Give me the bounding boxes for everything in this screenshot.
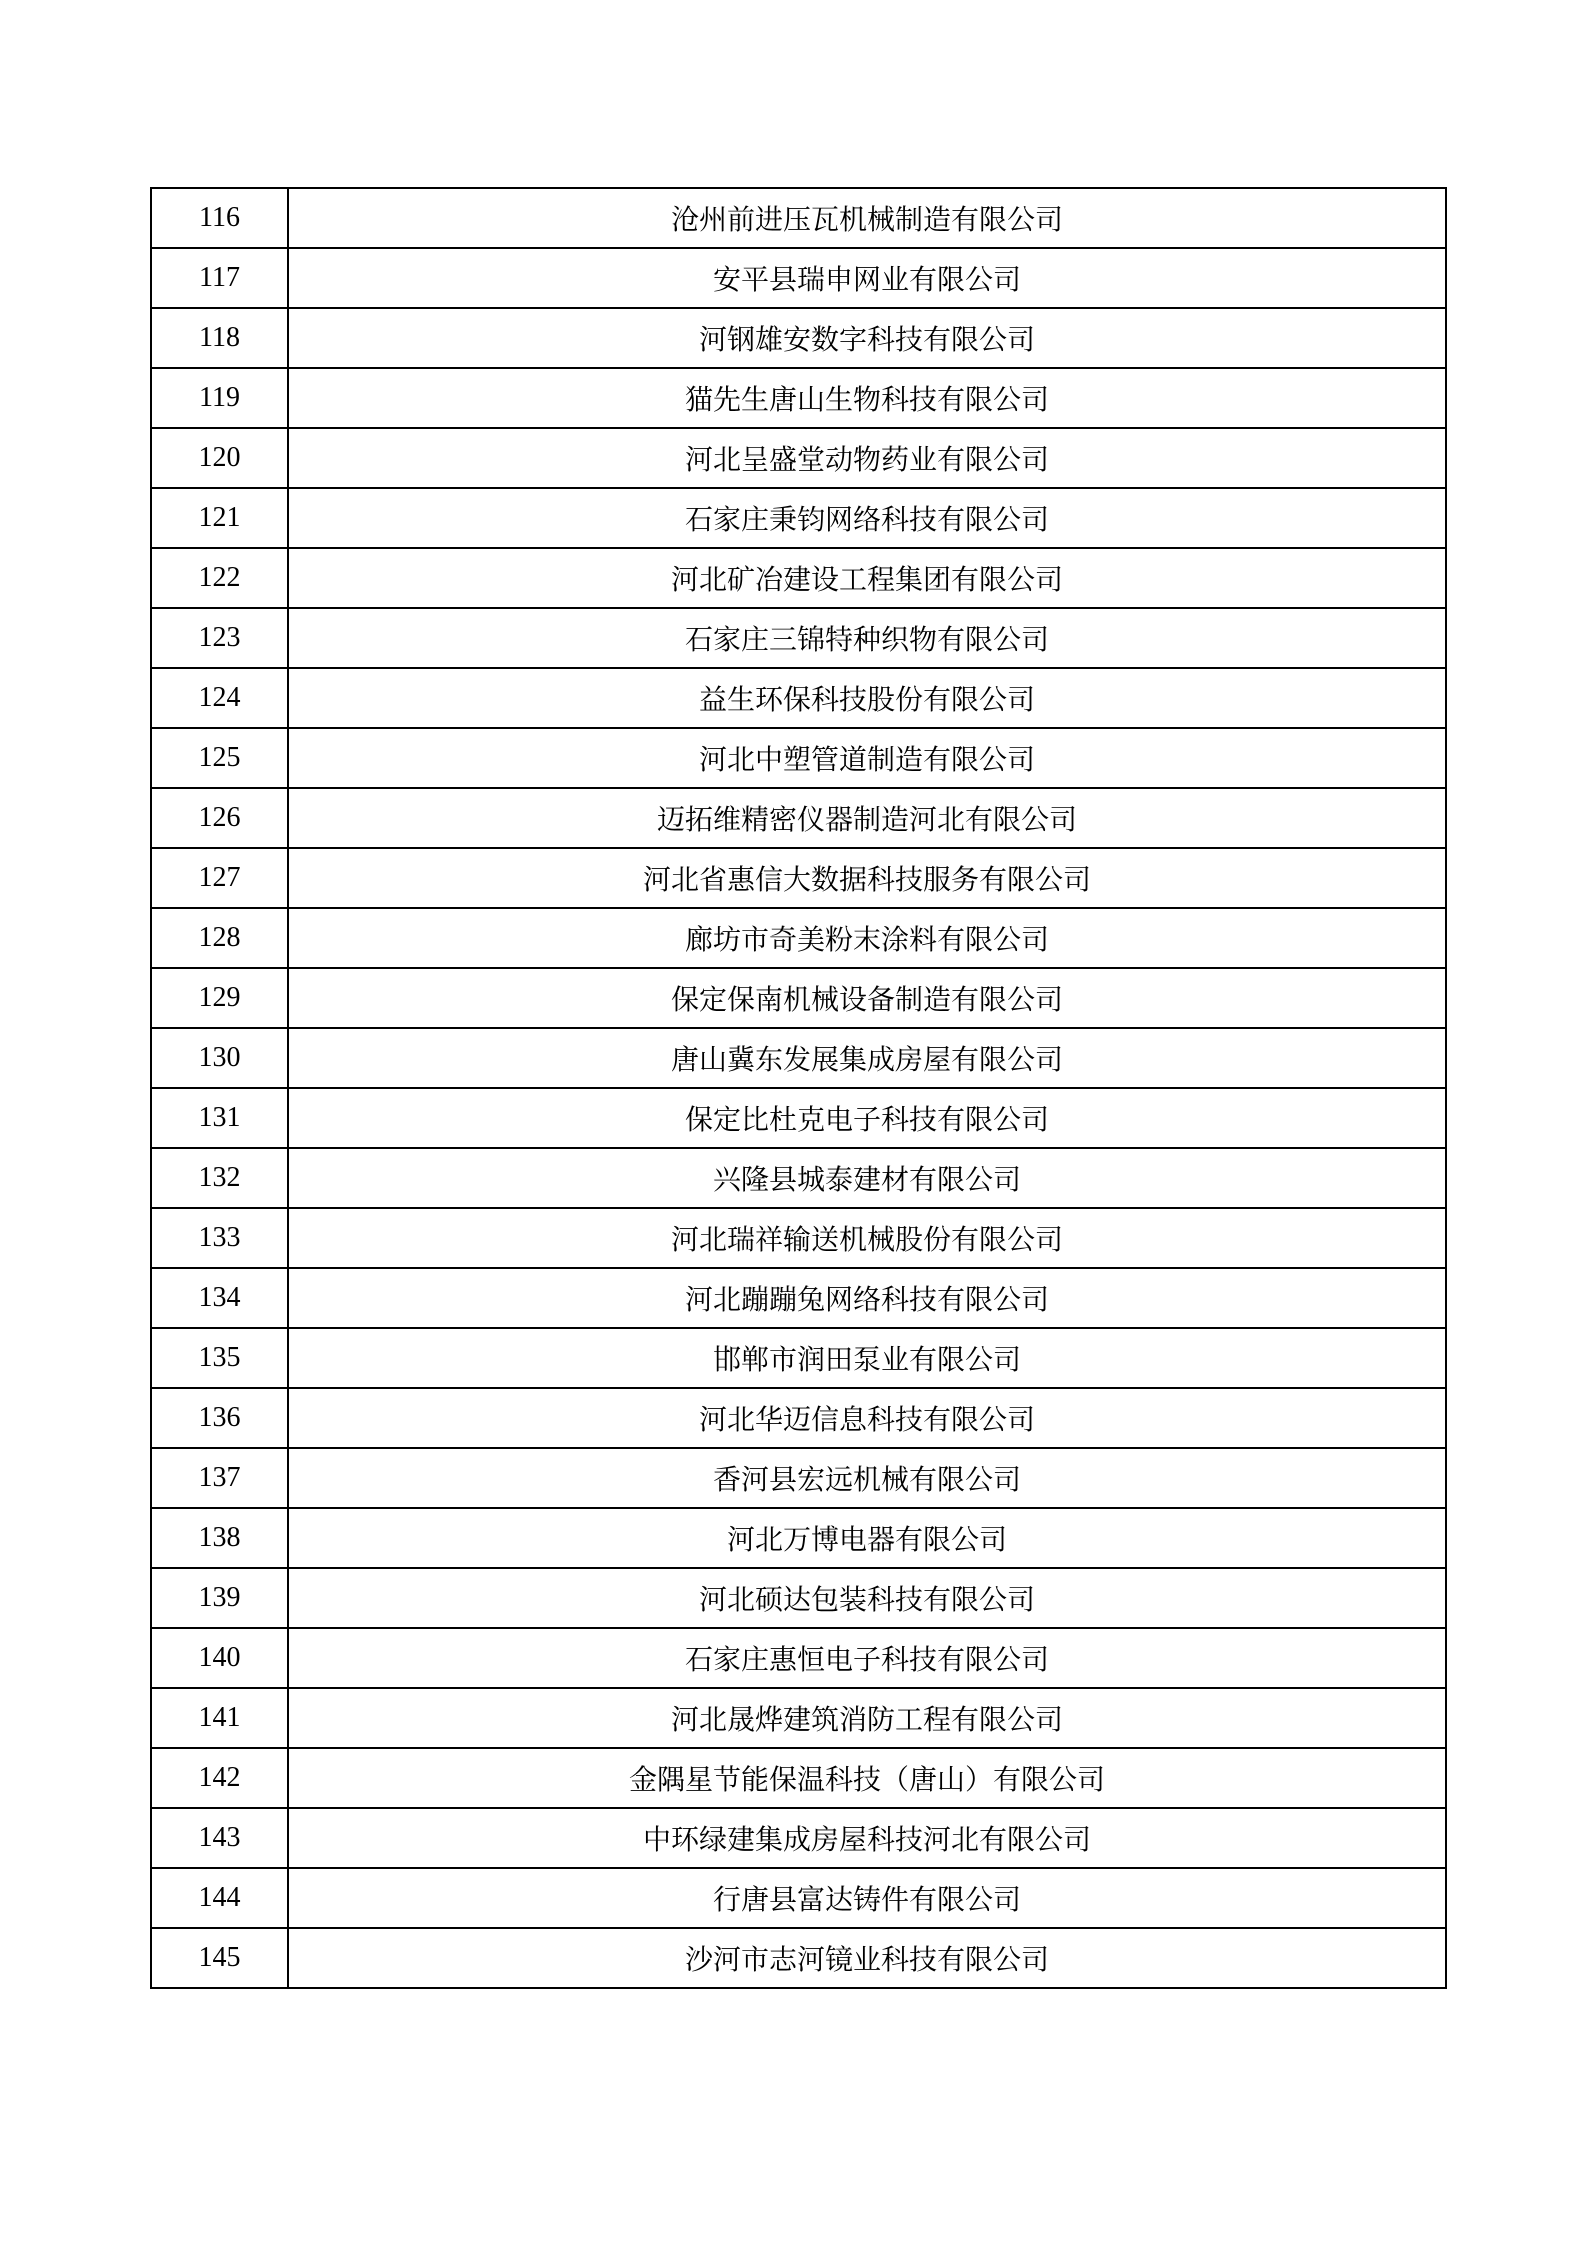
company-name: 香河县宏远机械有限公司 [288,1448,1446,1508]
table-row [151,788,1446,848]
row-number: 143 [151,1808,288,1868]
company-name: 河北华迈信息科技有限公司 [288,1388,1446,1448]
company-name: 河北矿冶建设工程集团有限公司 [288,548,1446,608]
table-row [151,548,1446,608]
company-name: 石家庄秉钧网络科技有限公司 [288,488,1446,548]
row-number: 142 [151,1748,288,1808]
table-row [151,1328,1446,1388]
company-name: 邯郸市润田泵业有限公司 [288,1328,1446,1388]
table-row [151,668,1446,728]
table-row [151,1808,1446,1868]
company-name: 河北蹦蹦兔网络科技有限公司 [288,1268,1446,1328]
table-row [151,1868,1446,1928]
company-name: 唐山冀东发展集成房屋有限公司 [288,1028,1446,1088]
row-number: 139 [151,1568,288,1628]
company-name: 兴隆县城泰建材有限公司 [288,1148,1446,1208]
table-row [151,428,1446,488]
table-row [151,848,1446,908]
row-number: 141 [151,1688,288,1748]
table-row [151,1688,1446,1748]
company-name: 沙河市志河镜业科技有限公司 [288,1928,1446,1988]
table-row [151,1208,1446,1268]
company-name: 河北硕达包装科技有限公司 [288,1568,1446,1628]
table-row [151,1568,1446,1628]
table-row [151,248,1446,308]
row-number: 124 [151,668,288,728]
table-row [151,1748,1446,1808]
row-number: 134 [151,1268,288,1328]
table-row [151,368,1446,428]
row-number: 122 [151,548,288,608]
company-name: 廊坊市奇美粉末涂料有限公司 [288,908,1446,968]
table-row [151,1448,1446,1508]
table-row [151,1508,1446,1568]
table-row [151,1028,1446,1088]
company-name: 河北瑞祥输送机械股份有限公司 [288,1208,1446,1268]
row-number: 116 [151,188,288,248]
company-name: 河钢雄安数字科技有限公司 [288,308,1446,368]
company-name: 石家庄三锦特种织物有限公司 [288,608,1446,668]
company-name: 河北中塑管道制造有限公司 [288,728,1446,788]
row-number: 132 [151,1148,288,1208]
row-number: 129 [151,968,288,1028]
table-row [151,1088,1446,1148]
row-number: 123 [151,608,288,668]
table-row [151,1388,1446,1448]
table-row [151,968,1446,1028]
table-row [151,1148,1446,1208]
table-row [151,908,1446,968]
company-name: 河北呈盛堂动物药业有限公司 [288,428,1446,488]
company-name: 保定比杜克电子科技有限公司 [288,1088,1446,1148]
row-number: 144 [151,1868,288,1928]
company-list-table [150,187,1447,1989]
row-number: 126 [151,788,288,848]
table-row [151,188,1446,248]
table-row [151,1928,1446,1988]
company-name: 猫先生唐山生物科技有限公司 [288,368,1446,428]
company-name: 益生环保科技股份有限公司 [288,668,1446,728]
row-number: 136 [151,1388,288,1448]
row-number: 133 [151,1208,288,1268]
company-name: 安平县瑞申网业有限公司 [288,248,1446,308]
row-number: 119 [151,368,288,428]
row-number: 118 [151,308,288,368]
company-name: 河北晟烨建筑消防工程有限公司 [288,1688,1446,1748]
table-row [151,1268,1446,1328]
company-name: 中环绿建集成房屋科技河北有限公司 [288,1808,1446,1868]
table-row [151,1628,1446,1688]
company-name: 河北省惠信大数据科技服务有限公司 [288,848,1446,908]
company-name: 沧州前进压瓦机械制造有限公司 [288,188,1446,248]
company-name: 迈拓维精密仪器制造河北有限公司 [288,788,1446,848]
row-number: 128 [151,908,288,968]
row-number: 125 [151,728,288,788]
company-name: 保定保南机械设备制造有限公司 [288,968,1446,1028]
table-row [151,488,1446,548]
row-number: 140 [151,1628,288,1688]
row-number: 117 [151,248,288,308]
row-number: 145 [151,1928,288,1988]
company-name: 石家庄惠恒电子科技有限公司 [288,1628,1446,1688]
company-name: 行唐县富达铸件有限公司 [288,1868,1446,1928]
company-name: 河北万博电器有限公司 [288,1508,1446,1568]
row-number: 138 [151,1508,288,1568]
row-number: 120 [151,428,288,488]
table-row [151,728,1446,788]
row-number: 131 [151,1088,288,1148]
row-number: 130 [151,1028,288,1088]
row-number: 137 [151,1448,288,1508]
table-row [151,308,1446,368]
row-number: 135 [151,1328,288,1388]
company-name: 金隅星节能保温科技（唐山）有限公司 [288,1748,1446,1808]
table-row [151,608,1446,668]
row-number: 121 [151,488,288,548]
row-number: 127 [151,848,288,908]
